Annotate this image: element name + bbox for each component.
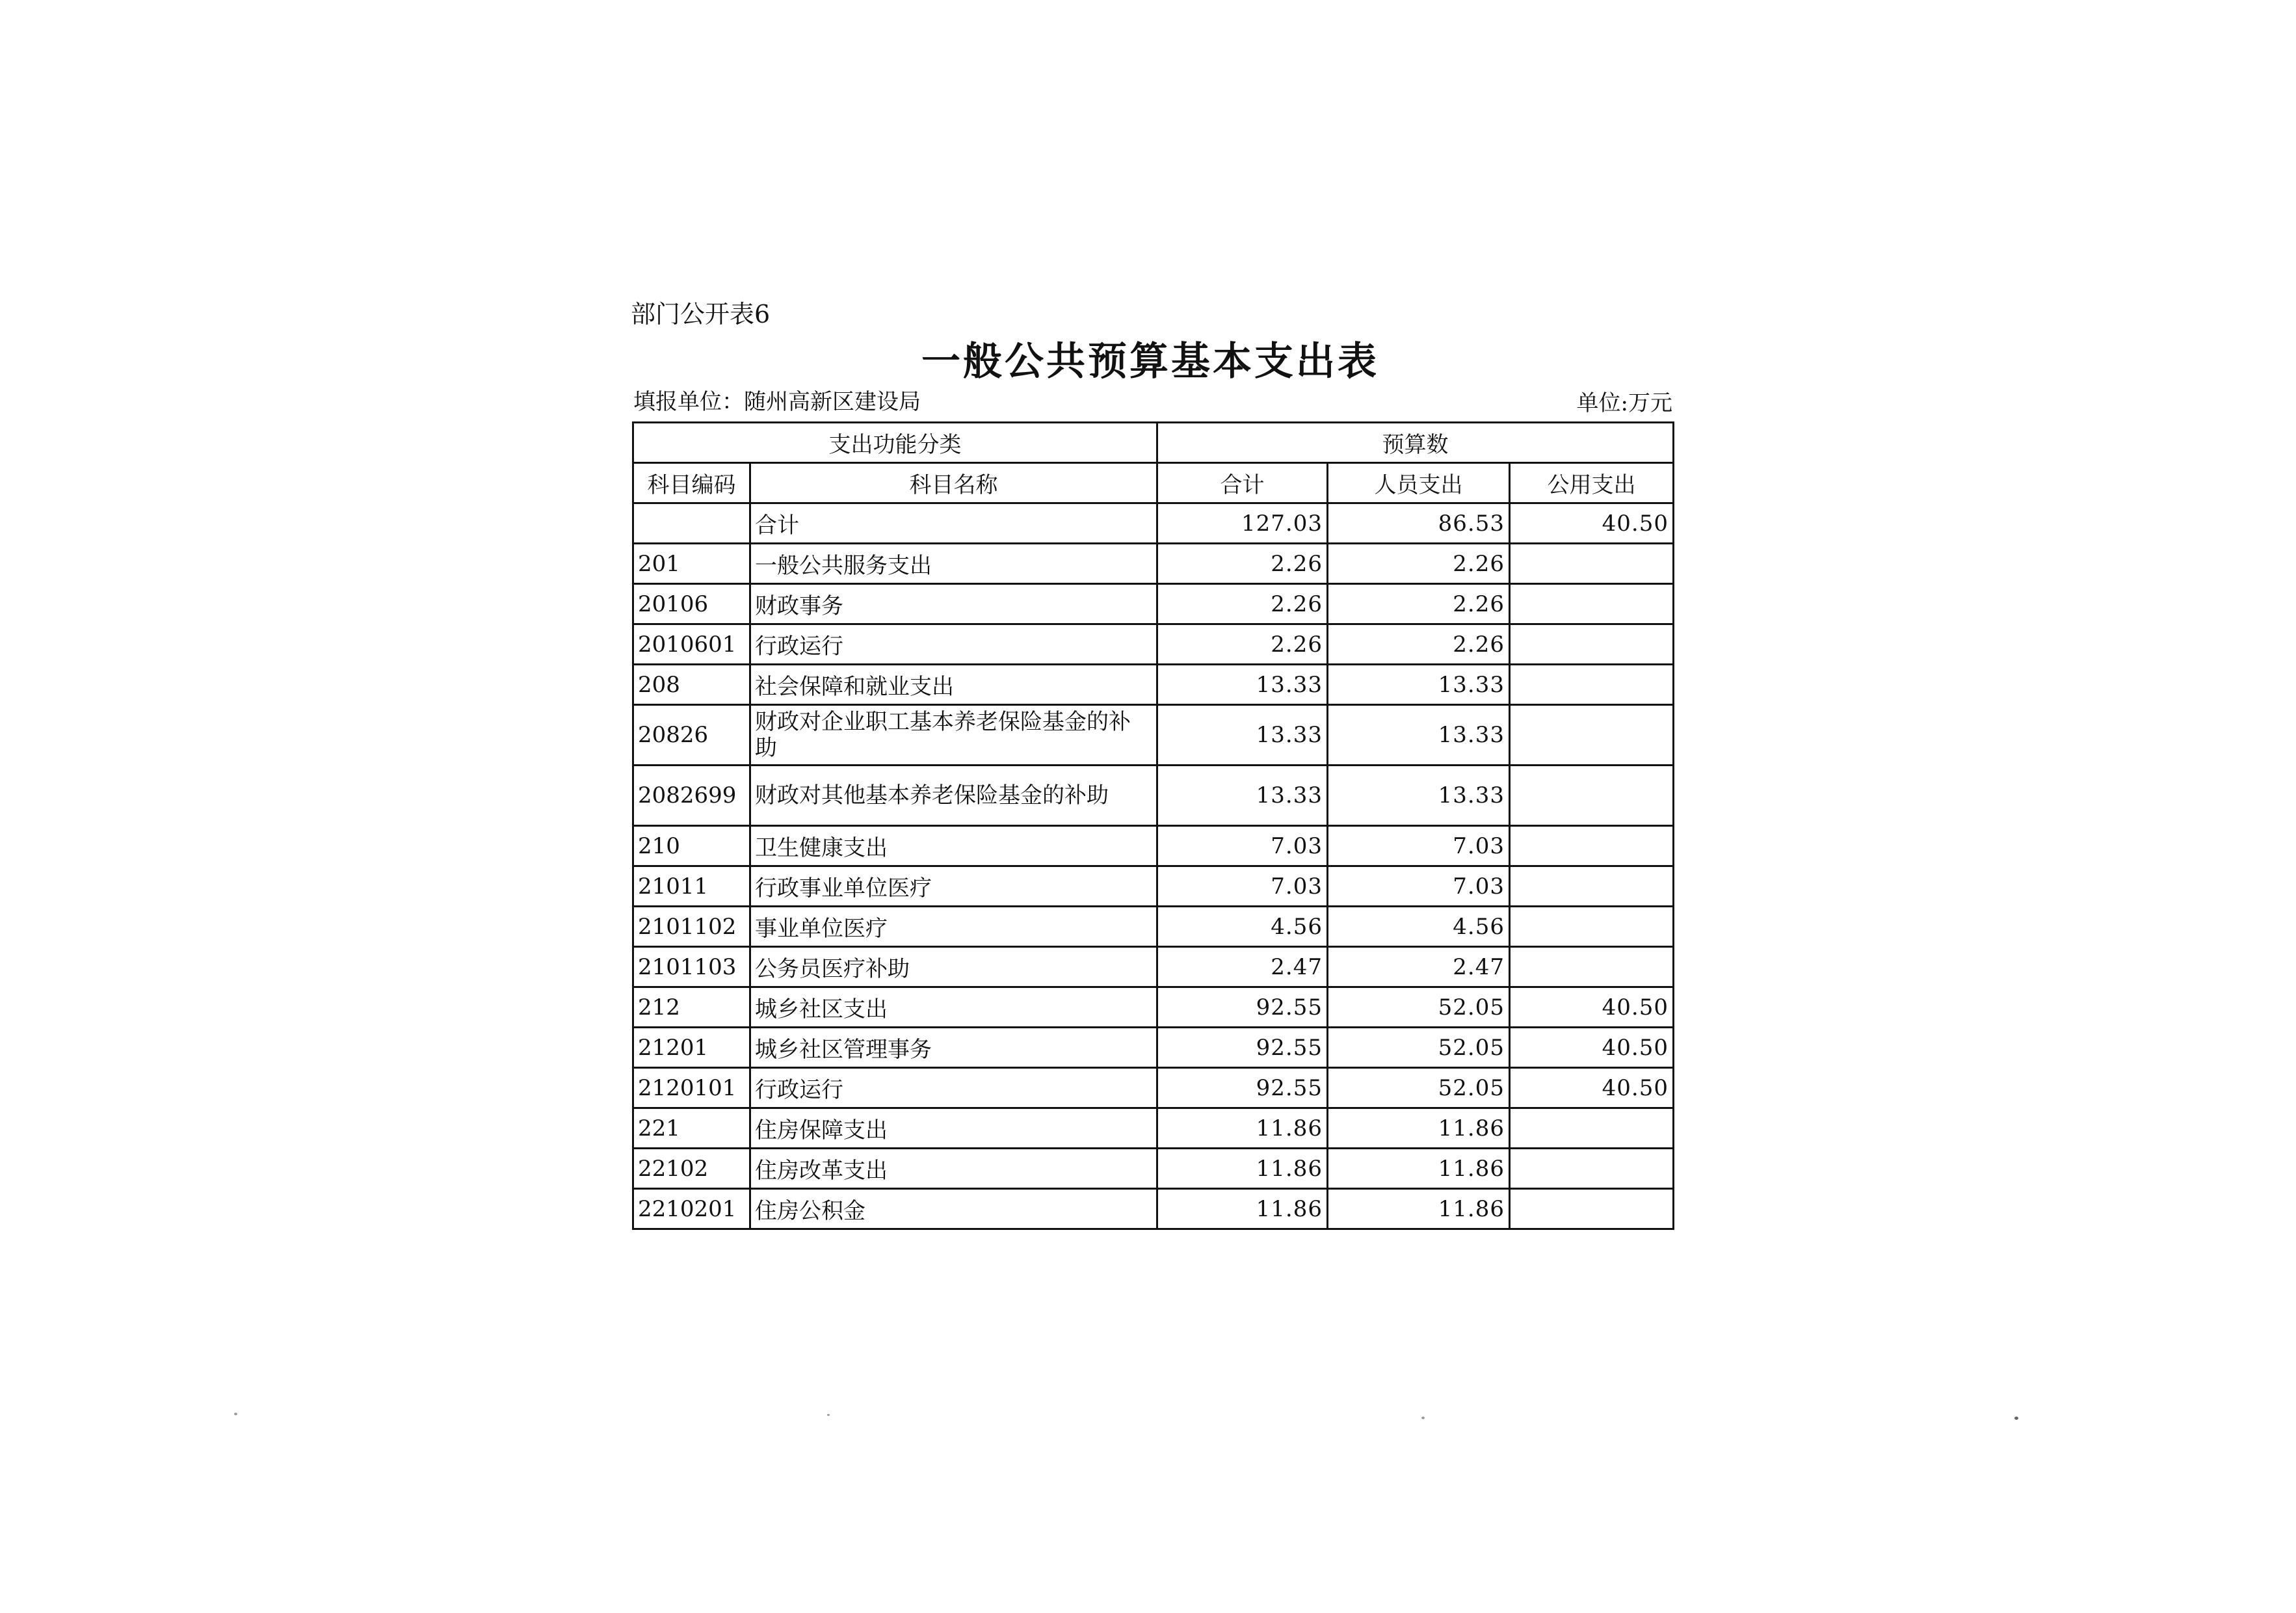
name-column-header: 科目名称 bbox=[750, 463, 1157, 503]
row-public bbox=[1510, 826, 1674, 866]
row-total: 92.55 bbox=[1157, 1068, 1328, 1108]
row-code: 210 bbox=[633, 826, 750, 866]
row-name: 住房改革支出 bbox=[750, 1149, 1157, 1189]
table-row bbox=[633, 705, 1674, 766]
row-code: 208 bbox=[633, 665, 750, 705]
budget-table bbox=[632, 421, 1674, 1230]
personnel-column-header: 人员支出 bbox=[1328, 463, 1510, 503]
row-public: 40.50 bbox=[1510, 1068, 1674, 1108]
table-row bbox=[633, 947, 1674, 987]
row-public bbox=[1510, 544, 1674, 584]
row-public bbox=[1510, 1108, 1674, 1149]
table-row bbox=[633, 665, 1674, 705]
row-name: 社会保障和就业支出 bbox=[750, 665, 1157, 705]
row-name: 行政运行 bbox=[750, 624, 1157, 665]
row-total: 11.86 bbox=[1157, 1108, 1328, 1149]
row-public: 40.50 bbox=[1510, 1028, 1674, 1068]
row-name: 行政事业单位医疗 bbox=[750, 866, 1157, 907]
row-code: 2082699 bbox=[633, 766, 750, 826]
row-personnel: 13.33 bbox=[1328, 705, 1510, 766]
table-row bbox=[633, 826, 1674, 866]
row-code: 2101103 bbox=[633, 947, 750, 987]
row-name: 城乡社区管理事务 bbox=[750, 1028, 1157, 1068]
row-total: 2.47 bbox=[1157, 947, 1328, 987]
row-name: 公务员医疗补助 bbox=[750, 947, 1157, 987]
row-public bbox=[1510, 1189, 1674, 1229]
row-personnel: 13.33 bbox=[1328, 665, 1510, 705]
scan-speck bbox=[2014, 1417, 2018, 1420]
row-code: 20826 bbox=[633, 705, 750, 766]
reporting-unit: 填报单位：随州高新区建设局 bbox=[633, 389, 921, 415]
table-row bbox=[633, 544, 1674, 584]
scan-speck bbox=[1421, 1417, 1425, 1419]
document-title: 一般公共预算基本支出表 bbox=[921, 339, 1379, 384]
row-personnel: 11.86 bbox=[1328, 1108, 1510, 1149]
table-row bbox=[633, 584, 1674, 624]
budget-header: 预算数 bbox=[1157, 423, 1674, 463]
row-personnel: 52.05 bbox=[1328, 987, 1510, 1028]
row-total: 2.26 bbox=[1157, 624, 1328, 665]
row-personnel: 13.33 bbox=[1328, 766, 1510, 826]
row-personnel: 2.26 bbox=[1328, 624, 1510, 665]
row-code: 212 bbox=[633, 987, 750, 1028]
row-total: 13.33 bbox=[1157, 766, 1328, 826]
row-total: 13.33 bbox=[1157, 705, 1328, 766]
table-row bbox=[633, 866, 1674, 907]
row-personnel: 86.53 bbox=[1328, 503, 1510, 544]
row-public bbox=[1510, 1149, 1674, 1189]
row-name: 财政对企业职工基本养老保险基金的补助 bbox=[750, 705, 1157, 766]
table-row bbox=[633, 1189, 1674, 1229]
row-personnel: 11.86 bbox=[1328, 1149, 1510, 1189]
row-total: 11.86 bbox=[1157, 1189, 1328, 1229]
table-number: 部门公开表6 bbox=[631, 300, 771, 328]
row-total: 127.03 bbox=[1157, 503, 1328, 544]
table-row bbox=[633, 1108, 1674, 1149]
function-class-header: 支出功能分类 bbox=[633, 423, 1157, 463]
row-public bbox=[1510, 624, 1674, 665]
row-public bbox=[1510, 584, 1674, 624]
row-total: 11.86 bbox=[1157, 1149, 1328, 1189]
row-code: 2210201 bbox=[633, 1189, 750, 1229]
row-name: 住房保障支出 bbox=[750, 1108, 1157, 1149]
table-row bbox=[633, 987, 1674, 1028]
table-row bbox=[633, 907, 1674, 947]
row-code: 21201 bbox=[633, 1028, 750, 1068]
row-name: 住房公积金 bbox=[750, 1189, 1157, 1229]
table-row bbox=[633, 624, 1674, 665]
row-public: 40.50 bbox=[1510, 987, 1674, 1028]
row-total: 7.03 bbox=[1157, 866, 1328, 907]
row-code: 201 bbox=[633, 544, 750, 584]
row-code: 2010601 bbox=[633, 624, 750, 665]
row-total: 4.56 bbox=[1157, 907, 1328, 947]
row-public bbox=[1510, 766, 1674, 826]
row-personnel: 52.05 bbox=[1328, 1068, 1510, 1108]
row-code: 20106 bbox=[633, 584, 750, 624]
column-header-row bbox=[633, 463, 1674, 503]
row-personnel: 2.26 bbox=[1328, 584, 1510, 624]
row-name: 城乡社区支出 bbox=[750, 987, 1157, 1028]
row-code: 2101102 bbox=[633, 907, 750, 947]
row-name: 一般公共服务支出 bbox=[750, 544, 1157, 584]
row-total: 13.33 bbox=[1157, 665, 1328, 705]
row-code: 21011 bbox=[633, 866, 750, 907]
public-column-header: 公用支出 bbox=[1510, 463, 1674, 503]
table-row bbox=[633, 503, 1674, 544]
row-code: 2120101 bbox=[633, 1068, 750, 1108]
row-personnel: 52.05 bbox=[1328, 1028, 1510, 1068]
row-name: 合计 bbox=[750, 503, 1157, 544]
row-code: 221 bbox=[633, 1108, 750, 1149]
row-personnel: 4.56 bbox=[1328, 907, 1510, 947]
row-total: 2.26 bbox=[1157, 544, 1328, 584]
row-public: 40.50 bbox=[1510, 503, 1674, 544]
table-row bbox=[633, 766, 1674, 826]
scan-speck bbox=[827, 1414, 830, 1416]
table-row bbox=[633, 1068, 1674, 1108]
scan-speck bbox=[234, 1413, 237, 1415]
currency-unit: 单位:万元 bbox=[1576, 390, 1672, 416]
row-code bbox=[633, 503, 750, 544]
row-public bbox=[1510, 947, 1674, 987]
row-public bbox=[1510, 705, 1674, 766]
table-row bbox=[633, 1149, 1674, 1189]
row-code: 22102 bbox=[633, 1149, 750, 1189]
row-total: 92.55 bbox=[1157, 1028, 1328, 1068]
row-public bbox=[1510, 907, 1674, 947]
row-personnel: 7.03 bbox=[1328, 826, 1510, 866]
row-name: 卫生健康支出 bbox=[750, 826, 1157, 866]
row-name: 事业单位医疗 bbox=[750, 907, 1157, 947]
group-header-row bbox=[633, 423, 1674, 463]
row-total: 92.55 bbox=[1157, 987, 1328, 1028]
code-column-header: 科目编码 bbox=[633, 463, 750, 503]
row-personnel: 11.86 bbox=[1328, 1189, 1510, 1229]
row-total: 7.03 bbox=[1157, 826, 1328, 866]
row-total: 2.26 bbox=[1157, 584, 1328, 624]
row-personnel: 2.26 bbox=[1328, 544, 1510, 584]
table-row bbox=[633, 1028, 1674, 1068]
row-name: 财政事务 bbox=[750, 584, 1157, 624]
row-public bbox=[1510, 665, 1674, 705]
row-name: 财政对其他基本养老保险基金的补助 bbox=[750, 766, 1157, 826]
row-public bbox=[1510, 866, 1674, 907]
row-name: 行政运行 bbox=[750, 1068, 1157, 1108]
row-personnel: 2.47 bbox=[1328, 947, 1510, 987]
row-personnel: 7.03 bbox=[1328, 866, 1510, 907]
total-column-header: 合计 bbox=[1157, 463, 1328, 503]
